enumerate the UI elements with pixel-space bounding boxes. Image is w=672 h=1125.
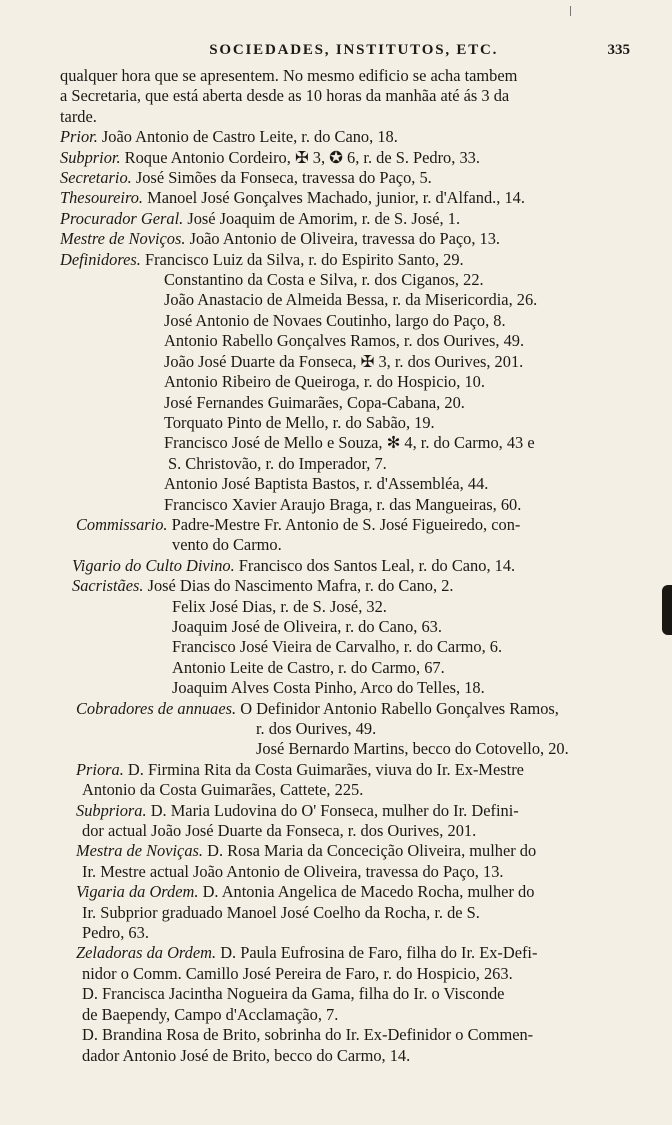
text-line bbox=[60, 148, 630, 168]
thumb-index-tab bbox=[662, 585, 672, 635]
role-label: Secretario. bbox=[60, 168, 132, 188]
text-line bbox=[60, 209, 630, 229]
line-text: Joaquim Alves Costa Pinho, Arco do Telles, 18. bbox=[172, 678, 485, 698]
line-text: tarde. bbox=[60, 106, 97, 126]
text-line bbox=[60, 780, 630, 800]
line-text: João José Duarte da Fonseca, ✠ 3, r. dos Ourives, 201. bbox=[164, 351, 524, 371]
body-text bbox=[60, 66, 630, 1066]
text-line bbox=[60, 1046, 630, 1066]
line-text: Constantino da Costa e Silva, r. dos Ciganos, 22. bbox=[164, 270, 484, 290]
role-label: Priora. bbox=[76, 759, 124, 779]
line-text: Francisco José de Mello e Souza, ✻ 4, r. do Carmo, 43 e bbox=[164, 433, 535, 453]
text-line bbox=[60, 168, 630, 188]
role-label: Thesoureiro. bbox=[60, 188, 144, 208]
line-text: Pedro, 63. bbox=[82, 923, 149, 943]
line-text: Antonio Ribeiro de Queiroga, r. do Hospicio, 10. bbox=[164, 372, 485, 392]
text-line bbox=[60, 107, 630, 127]
line-text: D. Rosa Maria da Concecição Oliveira, mulher do bbox=[203, 841, 537, 861]
role-label: Subpriora. bbox=[76, 800, 147, 820]
line-text: Antonio José Baptista Bastos, r. d'Assembléa, 44. bbox=[164, 474, 489, 494]
text-line bbox=[60, 841, 630, 861]
line-text: João Antonio de Castro Leite, r. do Cano, 18. bbox=[97, 127, 398, 147]
running-title: SOCIEDADES, INSTITUTOS, ETC. bbox=[209, 42, 499, 58]
line-text: José Bernardo Martins, becco do Cotovello, 20. bbox=[256, 739, 569, 759]
text-line bbox=[60, 66, 630, 86]
text-line bbox=[60, 1025, 630, 1045]
role-label: Commissario. bbox=[76, 514, 168, 534]
text-line bbox=[60, 943, 630, 963]
line-text: D. Antonia Angelica de Macedo Rocha, mulher do bbox=[198, 882, 535, 902]
text-line bbox=[60, 903, 630, 923]
text-line bbox=[60, 393, 630, 413]
text-line bbox=[60, 331, 630, 351]
line-text: José Dias do Nascimento Mafra, r. do Cano, 2. bbox=[143, 576, 454, 596]
text-line bbox=[60, 188, 630, 208]
text-line bbox=[60, 658, 630, 678]
text-line bbox=[60, 678, 630, 698]
text-line bbox=[60, 576, 630, 596]
text-line bbox=[60, 801, 630, 821]
line-text: Padre-Mestre Fr. Antonio de S. José Figueiredo, con- bbox=[167, 514, 521, 534]
line-text: Antonio Leite de Castro, r. do Carmo, 67. bbox=[172, 657, 445, 677]
text-line bbox=[60, 556, 630, 576]
line-text: D. Maria Ludovina do O' Fonseca, mulher do Ir. Defini- bbox=[146, 800, 519, 820]
text-line bbox=[60, 229, 630, 249]
text-line bbox=[60, 821, 630, 841]
margin-mark bbox=[570, 6, 571, 16]
line-text: D. Francisca Jacintha Nogueira da Gama, filha do Ir. o Visconde bbox=[82, 984, 505, 1004]
line-text: Joaquim José de Oliveira, r. do Cano, 63. bbox=[172, 616, 442, 636]
role-label: Sacristães. bbox=[72, 576, 144, 596]
role-label: Mestra de Noviças. bbox=[76, 841, 204, 861]
line-text: Felix José Dias, r. de S. José, 32. bbox=[172, 596, 387, 616]
page bbox=[60, 40, 630, 1066]
text-line bbox=[60, 474, 630, 494]
line-text: r. dos Ourives, 49. bbox=[256, 719, 377, 738]
line-text: O Definidor Antonio Rabello Gonçalves Ramos, bbox=[236, 698, 559, 718]
line-text: José Fernandes Guimarães, Copa-Cabana, 20. bbox=[164, 392, 465, 412]
line-text: D. Brandina Rosa de Brito, sobrinha do Ir. Ex-Definidor o Commen- bbox=[82, 1025, 534, 1045]
line-text: Francisco Luiz da Silva, r. do Espirito Santo, 29. bbox=[140, 249, 464, 269]
text-line bbox=[60, 86, 630, 106]
line-text: Torquato Pinto de Mello, r. do Sabão, 19. bbox=[164, 412, 435, 432]
text-line bbox=[60, 290, 630, 310]
text-line bbox=[60, 760, 630, 780]
text-line bbox=[60, 923, 630, 943]
page-number: 335 bbox=[607, 42, 630, 58]
role-label: Prior. bbox=[60, 127, 98, 147]
text-line bbox=[60, 719, 630, 739]
line-text: José Antonio de Novaes Coutinho, largo do Paço, 8. bbox=[164, 310, 506, 330]
text-line bbox=[60, 433, 630, 453]
text-line bbox=[60, 597, 630, 617]
text-line bbox=[60, 515, 630, 535]
line-text: Francisco dos Santos Leal, r. do Cano, 14. bbox=[234, 555, 516, 575]
text-line bbox=[60, 535, 630, 555]
text-line bbox=[60, 495, 630, 515]
role-label: Vigario do Culto Divino. bbox=[72, 555, 235, 575]
line-text: dador Antonio José de Brito, becco do Carmo, 14. bbox=[82, 1045, 411, 1065]
line-text: Francisco José Vieira de Carvalho, r. do Carmo, 6. bbox=[172, 637, 503, 657]
line-text: Ir. Mestre actual João Antonio de Oliveira, travessa do Paço, 13. bbox=[82, 861, 504, 881]
text-line bbox=[60, 352, 630, 372]
line-text: de Baependy, Campo d'Acclamação, 7. bbox=[82, 1004, 339, 1024]
text-line bbox=[60, 413, 630, 433]
line-text: dor actual João José Duarte da Fonseca, r. dos Ourives, 201. bbox=[82, 821, 477, 841]
line-text: Roque Antonio Cordeiro, ✠ 3, ✪ 6, r. de S. Pedro, 33. bbox=[120, 147, 480, 167]
line-text: Ir. Subprior graduado Manoel José Coelho da Rocha, r. de S. bbox=[82, 902, 480, 922]
line-text: José Joaquim de Amorim, r. de S. José, 1. bbox=[183, 208, 461, 228]
text-line bbox=[60, 882, 630, 902]
text-line bbox=[60, 637, 630, 657]
text-line bbox=[60, 127, 630, 147]
role-label: Zeladoras da Ordem. bbox=[76, 943, 217, 963]
text-line bbox=[60, 270, 630, 290]
text-line bbox=[60, 1005, 630, 1025]
line-text: D. Paula Eufrosina de Faro, filha do Ir. Ex-Defi- bbox=[216, 943, 538, 963]
role-label: Mestre de Noviços. bbox=[60, 229, 186, 249]
text-line bbox=[60, 699, 630, 719]
line-text: D. Firmina Rita da Costa Guimarães, viuva do Ir. Ex-Mestre bbox=[123, 759, 524, 779]
role-label: Cobradores de annuaes. bbox=[76, 698, 237, 718]
line-text: José Simões da Fonseca, travessa do Paço, 5. bbox=[131, 168, 432, 188]
text-line bbox=[60, 372, 630, 392]
line-text: qualquer hora que se apresentem. No mesmo edificio se acha tambem bbox=[60, 66, 518, 85]
line-text: a Secretaria, que está aberta desde as 10 horas da manhãa até ás 3 da bbox=[60, 86, 510, 106]
line-text: João Antonio de Oliveira, travessa do Paço, 13. bbox=[185, 229, 501, 249]
text-line bbox=[60, 311, 630, 331]
line-text: S. Christovão, r. do Imperador, 7. bbox=[168, 453, 387, 473]
role-label: Definidores. bbox=[60, 249, 141, 269]
line-text: nidor o Comm. Camillo José Pereira de Faro, r. do Hospicio, 263. bbox=[82, 963, 513, 983]
role-label: Procurador Geral. bbox=[60, 208, 184, 228]
role-label: Vigaria da Ordem. bbox=[76, 882, 199, 902]
role-label: Subprior. bbox=[60, 147, 121, 167]
text-line bbox=[60, 862, 630, 882]
text-line bbox=[60, 454, 630, 474]
line-text: Manoel José Gonçalves Machado, junior, r. d'Alfand., 14. bbox=[143, 188, 525, 208]
running-header bbox=[60, 40, 630, 64]
line-text: vento do Carmo. bbox=[172, 535, 282, 555]
line-text: Antonio da Costa Guimarães, Cattete, 225. bbox=[82, 780, 364, 800]
text-line bbox=[60, 739, 630, 759]
line-text: João Anastacio de Almeida Bessa, r. da Misericordia, 26. bbox=[164, 290, 538, 310]
text-line bbox=[60, 250, 630, 270]
line-text: Francisco Xavier Araujo Braga, r. das Mangueiras, 60. bbox=[164, 494, 522, 514]
text-line bbox=[60, 617, 630, 637]
text-line bbox=[60, 964, 630, 984]
text-line bbox=[60, 984, 630, 1004]
line-text: Antonio Rabello Gonçalves Ramos, r. dos Ourives, 49. bbox=[164, 331, 525, 351]
